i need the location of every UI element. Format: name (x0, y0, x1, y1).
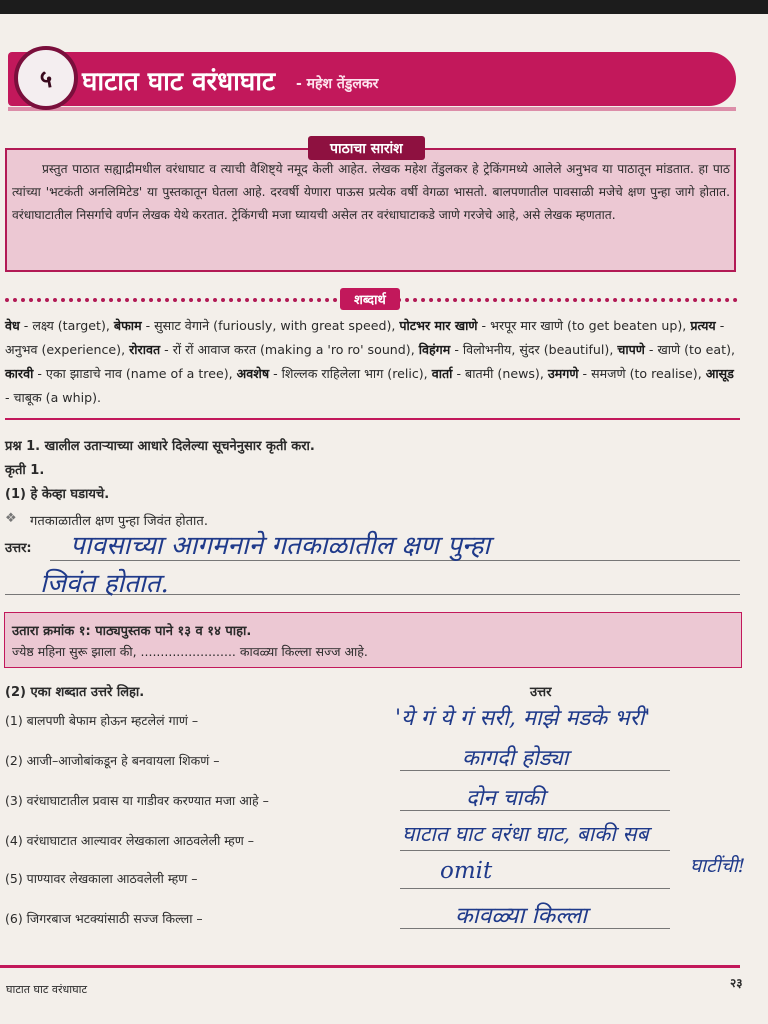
one-word-title: (2) एका शब्दात उत्तरे लिहा. (5, 685, 145, 700)
answer-rule (400, 888, 670, 889)
vocab-meaning: - एका झाडाचे नाव (name of a tree), (37, 366, 233, 381)
vocab-list (5, 314, 740, 410)
question-item: (3) वरंधाघाटातील प्रवास या गाडीवर करण्यात मजा आहे – (5, 793, 269, 808)
handwritten-answer: omit (440, 858, 493, 884)
vocab-meaning: - चाबूक (a whip). (5, 390, 101, 405)
vocab-word: विहंगम (418, 342, 451, 357)
section-divider (5, 418, 740, 420)
vocab-meaning: - अनुभव (experience), (5, 318, 725, 357)
vocab-meaning: - शिल्लक राहिलेला भाग (relic), (273, 366, 428, 381)
handwritten-answer: कावळ्या किल्ला (455, 903, 588, 929)
vocab-word: वेध (5, 318, 20, 333)
vocab-meaning: - लक्ष्य (target), (23, 318, 110, 333)
question-item: (2) आजी–आजोबांकडून हे बनवायला शिकणं – (5, 753, 220, 768)
answer-column-header: उत्तर (530, 685, 552, 700)
vocab-word: पोटभर मार खाणे (399, 318, 478, 333)
vocab-meaning: - खाणे (to eat), (648, 342, 735, 357)
vocab-word: वार्ता (431, 366, 453, 381)
vocab-word: आसूड (705, 366, 734, 381)
vocab-meaning: - विलोभनीय, सुंदर (beautiful), (454, 342, 614, 357)
bullet-icon: ❖ (5, 511, 17, 526)
summary-text: प्रस्तुत पाठात सह्याद्रीमधील वरंधाघाट व त्याची वैशिष्ट्ये नमूद केली आहेत. लेखक महेश तेंडुलकर हे ट्रेकिंगमध्ये आलेले अनुभव या पाठातून मांडतात. हा पाठ त्यांच्या 'भटकंती अनलिमिटेड' या पुस्तकातून घेतला आहे. दरवर्षी येणारा पाऊस प्रत्येक वर्षी वेगळा भासतो. बालपणातील पावसाळी मजेचे क्षण पुन्हा जागे होतात. वरंधाघाटातील निसर्गाचे वर्णन लेखक येथे करतात. ट्रेकिंगची मजा घ्यायची असेल तर वरंधाघाटाकडे जाणे गरजेचे आहे, असे लेखक म्हणतात. (12, 162, 730, 222)
activity-label: कृती 1. (5, 463, 45, 478)
page-number: २३ (730, 976, 743, 990)
question-item: (5) पाण्यावर लेखकाला आठवलेली म्हण – (5, 871, 198, 886)
handwritten-answer-line-1: पावसाच्या आगमनाने गतकाळातील क्षण पुन्हा (70, 531, 491, 561)
vocab-word: रोरावत (129, 342, 161, 357)
footer-bar (0, 965, 740, 968)
passage-reference: उतारा क्रमांक १: पाठ्यपुस्तक पाने १३ व १४ पाहा. (12, 624, 252, 639)
handwritten-answer-continued: घाटींची! (690, 855, 746, 877)
question-title: प्रश्न 1. खालील उताऱ्याच्या आधारे दिलेल्या सूचनेनुसार कृती करा. (5, 439, 315, 454)
handwritten-answer: कागदी होड्या (462, 746, 569, 771)
question-item: (4) वरंधाघाटात आल्यावर लेखकाला आठवलेली म्हण – (5, 833, 254, 848)
handwritten-answer-line-2: जिवंत होतात. (40, 569, 169, 599)
chapter-number: ५ (14, 46, 78, 110)
vocab-word: अवशेष (236, 366, 270, 381)
chapter-title: घाटात घाट वरंधाघाट (82, 67, 276, 97)
vocab-word: कारवी (5, 366, 34, 381)
vocab-meaning: - सुसाट वेगाने (furiously, with great speed), (145, 318, 396, 333)
question-item: (1) बालपणी बेफाम होऊन म्हटलेलं गाणं – (5, 713, 199, 728)
vocab-heading: शब्दार्थ (340, 288, 400, 310)
vocab-meaning: - रों रों आवाज करत (making a 'ro ro' sound), (164, 342, 415, 357)
summary-heading: पाठाचा सारांश (308, 136, 425, 160)
vocab-word: उमगणे (547, 366, 579, 381)
footer-chapter-name: घाटात घाट वरंधाघाट (6, 983, 88, 996)
answer-rule (400, 850, 670, 851)
handwritten-answer: घाटात घाट वरंधा घाट, बाकी सब (402, 822, 649, 846)
vocab-word: प्रत्यय (690, 318, 716, 333)
chapter-author: - महेश तेंडुलकर (296, 76, 379, 92)
question-item: (6) जिगरबाज भटक्यांसाठी सज्ज किल्ला – (5, 911, 203, 926)
subquestion-label: (1) हे केव्हा घडायचे. (5, 487, 110, 502)
answer-label: उत्तर: (5, 541, 32, 556)
subquestion-statement: गतकाळातील क्षण पुन्हा जिवंत होतात. (30, 514, 208, 529)
vocab-word: चापणे (617, 342, 645, 357)
handwritten-answer: 'ये गं ये गं सरी, माझे मडके भरी' (395, 706, 651, 731)
handwritten-answer: दोन चाकी (466, 786, 545, 811)
vocab-meaning: - भरपूर मार खाणे (to get beaten up), (481, 318, 687, 333)
passage-line: ज्येष्ठ महिना सुरू झाला की, ........................ कावळ्या किल्ला सज्ज आहे. (12, 644, 368, 659)
vocab-meaning: - समजणे (to realise), (582, 366, 702, 381)
vocab-word: बेफाम (113, 318, 142, 333)
vocab-meaning: - बातमी (news), (456, 366, 544, 381)
